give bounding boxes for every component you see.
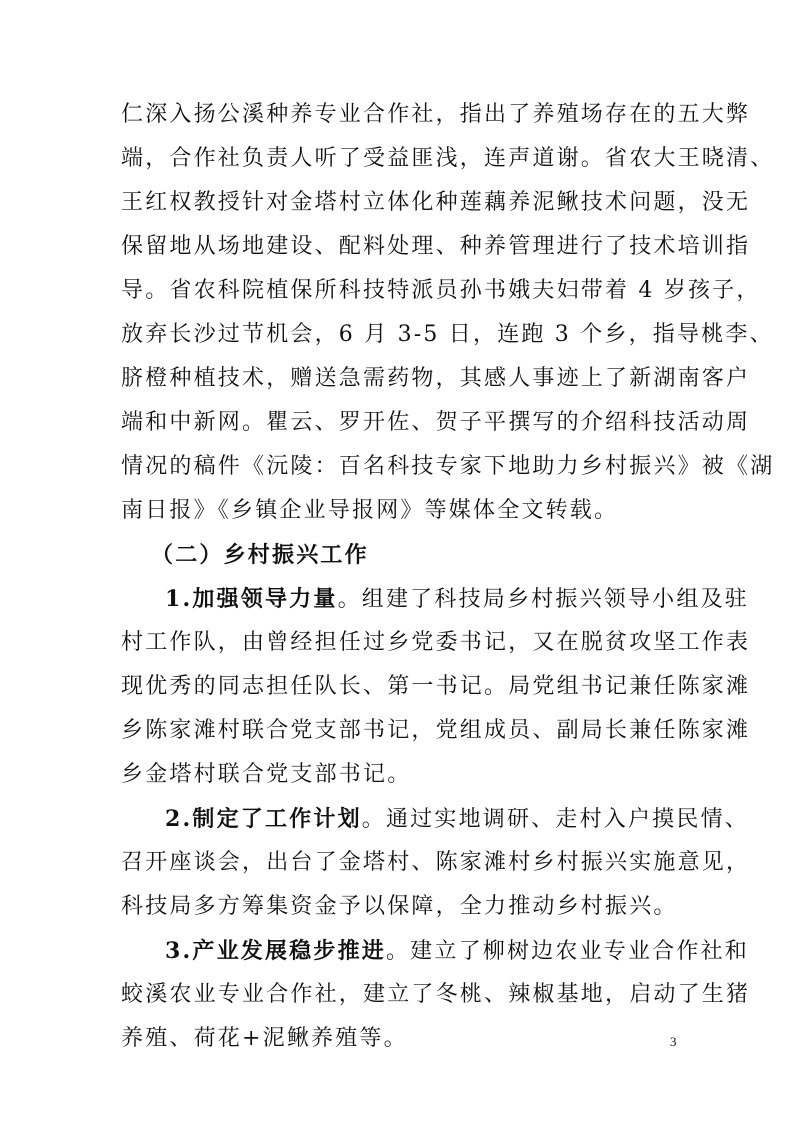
paragraph-line: 村工作队，由曾经担任过乡党委书记，又在脱贫攻坚工作表 <box>121 630 751 655</box>
item-3-text: 。建立了柳树边农业专业合作社和 <box>385 939 749 964</box>
paragraph-line: 仁深入扬公溪种养专业合作社，指出了养殖场存在的五大弊 <box>121 102 751 127</box>
item-3-title: 3.产业发展稳步推进 <box>165 938 386 964</box>
item-2-text: 。通过实地调研、走村入户摸民情、 <box>361 807 749 832</box>
paragraph-line: 保留地从场地建设、配料处理、种养管理进行了技术培训指 <box>121 234 751 259</box>
item-2-first-line <box>165 799 749 839</box>
paragraph-line: 科技局多方筹集资金予以保障，全力推动乡村振兴。 <box>121 894 678 919</box>
paragraph-line: 放弃长沙过节机会，6 月 3-5 日，连跑 3 个乡，指导桃李、 <box>121 322 774 347</box>
item-3-first-line <box>165 931 749 971</box>
paragraph-line: 乡金塔村联合党支部书记。 <box>121 762 412 787</box>
paragraph-line: 蛟溪农业专业合作社，建立了冬桃、辣椒基地，启动了生猪 <box>121 982 751 1007</box>
item-2-title: 2.制定了工作计划 <box>165 806 362 832</box>
paragraph-line: 脐橙种植技术，赠送急需药物，其感人事迹上了新湖南客户 <box>121 366 751 391</box>
item-1-title: 1.加强领导力量 <box>165 586 338 612</box>
paragraph-line: 端和中新网。瞿云、罗开佐、贺子平撰写的介绍科技活动周 <box>121 410 751 435</box>
paragraph-line: 南日报》《乡镇企业导报网》等媒体全文转载。 <box>121 498 619 523</box>
paragraph-line: 情况的稿件《沅陵：百名科技专家下地助力乡村振兴》被《湖 <box>121 454 775 479</box>
item-1-text: 。组建了科技局乡村振兴领导小组及驻 <box>337 587 749 612</box>
paragraph-line: 端，合作社负责人听了受益匪浅，连声道谢。省农大王晓清、 <box>121 146 775 171</box>
paragraph-line: 现优秀的同志担任队长、第一书记。局党组书记兼任陈家滩 <box>121 674 751 699</box>
paragraph-line: 召开座谈会，出台了金塔村、陈家滩村乡村振兴实施意见， <box>121 850 751 875</box>
paragraph-line: 王红权教授针对金塔村立体化种莲藕养泥鳅技术问题，没无 <box>121 190 751 215</box>
paragraph-line: 养殖、荷花+泥鳅养殖等。 <box>121 1026 408 1051</box>
section-heading: （二）乡村振兴工作 <box>151 542 369 568</box>
paragraph-line: 乡陈家滩村联合党支部书记，党组成员、副局长兼任陈家滩 <box>121 718 751 743</box>
item-1-first-line <box>165 579 749 619</box>
paragraph-line: 导。省农科院植保所科技特派员孙书娥夫妇带着 4 岁孩子， <box>121 278 761 303</box>
page-number: 3 <box>670 1034 677 1049</box>
